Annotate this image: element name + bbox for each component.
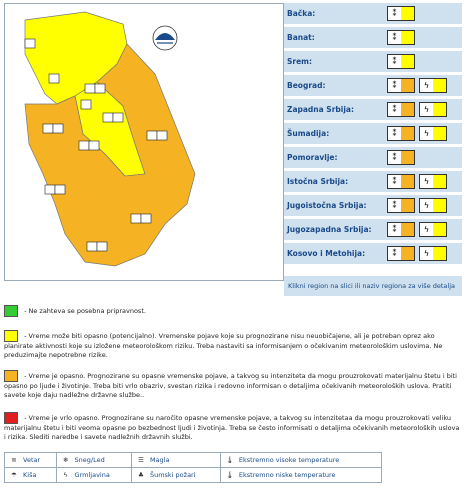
thunder-icon: ϟ: [423, 201, 430, 210]
wind-warning: [387, 198, 415, 213]
warning-level-swatch: [433, 103, 446, 116]
region-row[interactable]: [284, 195, 462, 216]
region-name[interactable]: Bačka:: [287, 9, 316, 18]
warning-level-swatch: [401, 223, 414, 236]
warning-level-swatch: [433, 175, 446, 188]
warning-level-swatch: [401, 7, 414, 20]
thunder-icon: ϟ: [423, 225, 430, 234]
region-warnings: [387, 222, 449, 237]
wind-icon: ⁑: [392, 225, 397, 234]
icon-legend: [4, 452, 382, 483]
wind-icon: ⁑: [392, 129, 397, 138]
warning-level-swatch: [401, 199, 414, 212]
wind-icon: ⁑: [392, 177, 397, 186]
legend-swatch: [4, 370, 18, 382]
thermometer-cold-icon: 🌡: [225, 471, 235, 479]
hint-text: Klikni region na slici ili naziv regiona za više detalja: [284, 276, 462, 296]
region-row[interactable]: [284, 219, 462, 240]
icon-legend-label: Ekstremno visoke temperature: [238, 456, 340, 464]
icon-legend-row: [5, 453, 382, 468]
warning-level-swatch: [401, 103, 414, 116]
map-svg[interactable]: [5, 4, 283, 280]
legend-green: [4, 305, 462, 317]
region-warnings: [387, 174, 449, 189]
wind-icon: ⁑: [392, 57, 397, 66]
wind-icon: ⁑: [392, 249, 397, 258]
warning-level-swatch: [433, 79, 446, 92]
wind-icon: ≋: [11, 456, 17, 464]
legend-swatch: [4, 330, 18, 342]
thunder-warning: [419, 102, 447, 117]
region-warnings: [387, 78, 449, 93]
wind-icon: ⁑: [392, 201, 397, 210]
icon-legend-cell: [131, 468, 220, 483]
warning-level-swatch: [401, 151, 414, 164]
wind-warning: [387, 78, 415, 93]
wind-warning: [387, 6, 415, 21]
thermometer-hot-icon: 🌡: [225, 456, 235, 464]
thunder-warning: [419, 174, 447, 189]
region-warnings: [387, 54, 417, 69]
icon-legend-label: Sneg/Led: [74, 456, 105, 464]
warning-level-swatch: [401, 247, 414, 260]
fog-icon: ☰: [138, 456, 144, 464]
legend-text: - Ne zahteva se posebna pripravnost.: [22, 307, 146, 315]
wind-warning: [387, 126, 415, 141]
thunder-icon: ϟ: [423, 105, 430, 114]
wind-icon: ⁑: [392, 153, 397, 162]
warning-level-swatch: [401, 127, 414, 140]
region-name[interactable]: Pomoravlje:: [287, 153, 338, 162]
icon-legend-label: Ekstremno niske temperature: [238, 471, 336, 479]
forest-fire-icon: ♣: [138, 471, 144, 479]
serbia-warning-map[interactable]: [4, 3, 284, 281]
legend-orange: [4, 370, 462, 399]
thunder-warning: [419, 246, 447, 261]
region-warnings: [387, 246, 449, 261]
icon-legend-cell: [56, 453, 131, 468]
icon-legend-label: Vetar: [23, 456, 41, 464]
region-name[interactable]: Banat:: [287, 33, 315, 42]
warning-level-swatch: [433, 223, 446, 236]
region-name[interactable]: Šumadija:: [287, 129, 330, 138]
region-name[interactable]: Jugozapadna Srbija:: [287, 225, 372, 234]
wind-warning: [387, 30, 415, 45]
wind-icon: ⁑: [392, 105, 397, 114]
region-row[interactable]: [284, 27, 462, 48]
region-name[interactable]: Istočna Srbija:: [287, 177, 349, 186]
warning-level-swatch: [401, 31, 414, 44]
legend-text: - Vreme je vrlo opasno. Prognozirane su naročito opasne vremenske pojave, a takvog su intenzitetaa da mogu prouzrokovati veliku materijalnu štetu i biti veoma opasne po bezbednost ljudi i životinja. Treba se često informisati o detaljima očekivanih meteoroloških uslova i rizika. Slediti naredbe i savete nadležnih državnih službi.: [4, 414, 460, 441]
icon-legend-cell: [220, 453, 381, 468]
region-row[interactable]: [284, 123, 462, 144]
icon-legend-cell: [5, 453, 57, 468]
wind-warning: [387, 54, 415, 69]
wind-icon: ⁑: [392, 9, 397, 18]
icon-legend-label: Šumski požari: [149, 471, 196, 479]
thunder-icon: ϟ: [423, 81, 430, 90]
region-list: [284, 3, 462, 267]
thunder-warning: [419, 126, 447, 141]
icon-legend-label: Grmljavina: [74, 471, 110, 479]
region-warnings: [387, 150, 417, 165]
legend-red: [4, 412, 462, 441]
region-row[interactable]: [284, 75, 462, 96]
region-name[interactable]: Zapadna Srbija:: [287, 105, 354, 114]
region-warnings: [387, 198, 449, 213]
warning-level-swatch: [401, 175, 414, 188]
warning-level-swatch: [401, 79, 414, 92]
icon-legend-row: [5, 468, 382, 483]
region-row[interactable]: [284, 99, 462, 120]
thunder-icon: ϟ: [423, 129, 430, 138]
region-name[interactable]: Beograd:: [287, 81, 326, 90]
warning-level-swatch: [433, 199, 446, 212]
warning-level-swatch: [433, 247, 446, 260]
region-warnings: [387, 126, 449, 141]
thunder-icon: ϟ: [423, 249, 430, 258]
region-name[interactable]: Srem:: [287, 57, 313, 66]
wind-warning: [387, 222, 415, 237]
icon-legend-cell: [131, 453, 220, 468]
wind-warning: [387, 246, 415, 261]
thunder-icon: ϟ: [423, 177, 430, 186]
legend-swatch: [4, 412, 18, 424]
region-row[interactable]: [284, 243, 462, 264]
legend-text: - Vreme može biti opasno (potencijalno). Vremenske pojave koje su prognozirane nisu neuobičajene, ali je potreban oprez ako planirate aktivnosti koje su izložene meteorološkom riziku. Treba nastaviti sa informisanjem o očekivanim meteorološkim uslovima. Ne preduzimajte nepotrebne rizike.: [4, 332, 443, 359]
region-row[interactable]: [284, 3, 462, 24]
icon-legend-cell: [220, 468, 381, 483]
region-warnings: [387, 30, 417, 45]
region-row[interactable]: [284, 171, 462, 192]
wind-warning: [387, 150, 415, 165]
wind-warning: [387, 174, 415, 189]
legend-yellow: [4, 330, 462, 359]
legend-text: - Vreme je opasno. Prognozirane su opasne vremenske pojave, a takvog su intenziteta da mogu prouzrokovati materijalnu štetu i biti opasno po ljude i životinje. Treba biti vrlo obazriv, svestan rizika i redovno informisan o detaljima očekivanih meteoroloških uslova. Pratiti savete koje daju nadležne državne službe..: [4, 372, 457, 399]
region-warnings: [387, 102, 449, 117]
icon-legend-label: Magla: [149, 456, 170, 464]
region-warnings: [387, 6, 417, 21]
region-row[interactable]: [284, 147, 462, 168]
snow-icon: ❄: [62, 456, 69, 464]
thunder-warning: [419, 78, 447, 93]
icon-legend-label: Kiša: [23, 471, 37, 479]
region-name[interactable]: Kosovo i Metohija:: [287, 249, 366, 258]
wind-icon: ⁑: [392, 33, 397, 42]
thunder-warning: [419, 222, 447, 237]
wind-warning: [387, 102, 415, 117]
thunder-icon: ϟ: [63, 471, 68, 479]
thunder-warning: [419, 198, 447, 213]
region-row[interactable]: [284, 51, 462, 72]
icon-legend-cell: [56, 468, 131, 483]
warning-level-swatch: [401, 55, 414, 68]
region-name[interactable]: Jugoistočna Srbija:: [287, 201, 367, 210]
warning-level-swatch: [433, 127, 446, 140]
wind-icon: ⁑: [392, 81, 397, 90]
icon-legend-cell: [5, 468, 57, 483]
legend-swatch: [4, 305, 18, 317]
rain-icon: ☂: [11, 471, 17, 479]
